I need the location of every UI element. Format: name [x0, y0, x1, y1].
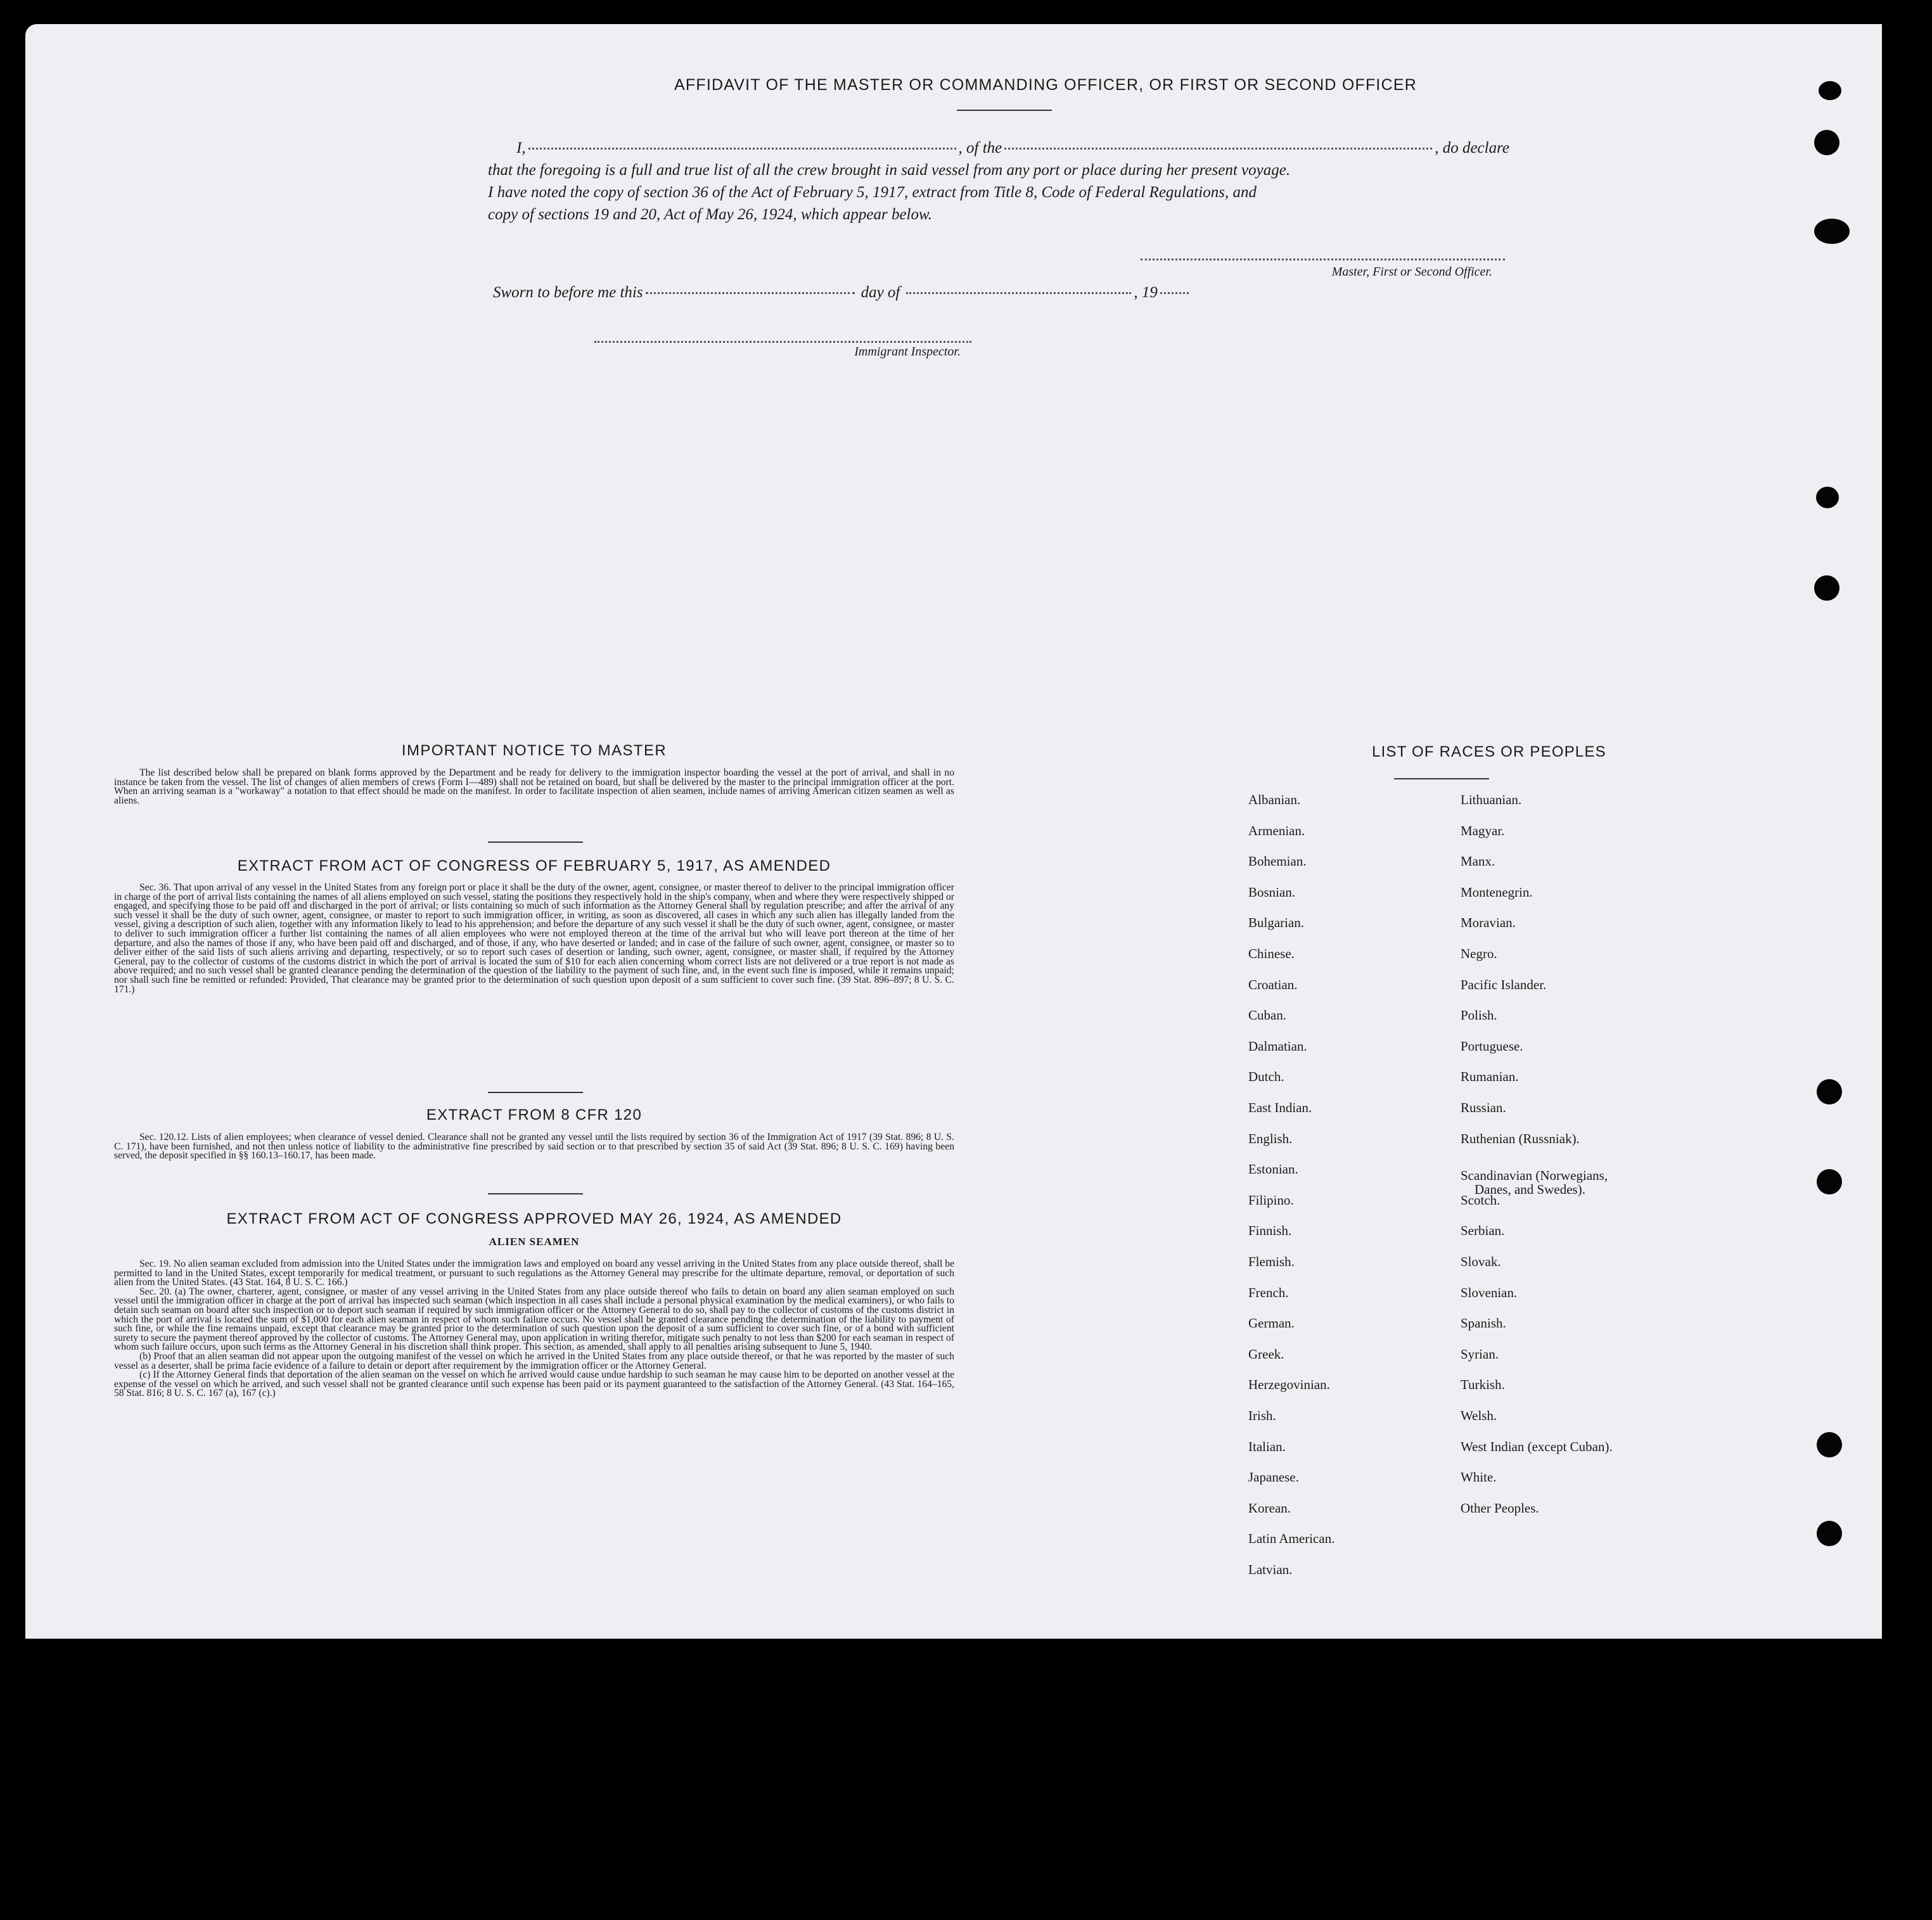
race-item: Spanish.: [1461, 1315, 1506, 1331]
race-item: Scandinavian (Norwegians,: [1461, 1168, 1608, 1184]
sec-20a: Sec. 20. (a) The owner, charterer, agent, consignee, or master of any vessel arriving in the United States from any place outside thereof who fails to detain on board any alien seaman employed on such vessel until the immigration officer in charge at the port of arrival has inspected such seaman (which inspection in all cases shall include a personal physical examination by the medical examiners), or who fails to detain such seaman on board after such inspection or to deport such seaman if required by such immigration officer or the Attorney General to do so, shall pay to the collector of customs of the customs district in which the port of arrival is located the sum of $1,000 for each alien seaman in respect of whom such failure occurs. No vessel shall be granted clearance pending the determination of the liability to payment of such fine, or while the fine remains unpaid, except that clearance may be granted prior to the determination of such question upon the deposit of a sum sufficient to cover such fine, or of a bond with sufficient surety to secure the payment thereof approved by the collector of customs. The Attorney General may, upon application in writing therefor, mitigate such penalty to not less than $200 for each seaman in respect of whom such failure occurs, upon such terms as the Attorney General in his discretion shall think proper. This section, as amended, shall apply to all penalties arising subsequent to June 5, 1940.: [114, 1286, 954, 1353]
notice-title: IMPORTANT NOTICE TO MASTER: [401, 742, 667, 759]
race-item: White.: [1461, 1469, 1497, 1485]
affidavit-line-4: copy of sections 19 and 20, Act of May 26, 1924, which appear below.: [488, 206, 933, 223]
race-item: Magyar.: [1461, 822, 1505, 838]
inspector-label: Immigrant Inspector.: [854, 345, 961, 359]
affidavit-do-declare: , do declare: [1435, 139, 1509, 157]
race-item: Filipino.: [1248, 1192, 1294, 1208]
race-item: Croatian.: [1248, 976, 1298, 992]
sworn-line: [493, 284, 1291, 302]
year-text: , 19: [1134, 284, 1158, 301]
race-item: Lithuanian.: [1461, 792, 1522, 807]
race-item: Portuguese.: [1461, 1038, 1523, 1054]
punch-hole: [1814, 219, 1850, 244]
affidavit-line-3: I have noted the copy of section 36 of the Act of February 5, 1917, extract from Title 8, Code of Federal Regulations, and: [488, 184, 1257, 201]
punch-hole: [1817, 1169, 1842, 1194]
master-signature-line[interactable]: [1141, 259, 1505, 260]
race-item: Estonian.: [1248, 1162, 1298, 1177]
race-item: Slovenian.: [1461, 1284, 1518, 1300]
race-item: Russian.: [1461, 1100, 1506, 1115]
race-item: Negro.: [1461, 946, 1497, 961]
race-item: Slovak.: [1461, 1254, 1501, 1269]
sworn-day-blank[interactable]: [646, 292, 855, 294]
race-item: Manx.: [1461, 854, 1495, 869]
race-item: Other Peoples.: [1461, 1500, 1539, 1516]
race-item: Ruthenian (Russniak).: [1461, 1130, 1580, 1146]
race-item: Latin American.: [1248, 1531, 1335, 1547]
race-item: East Indian.: [1248, 1100, 1312, 1115]
races-title: LIST OF RACES OR PEOPLES: [1372, 743, 1606, 760]
race-item: Greek.: [1248, 1346, 1284, 1362]
divider: [488, 842, 583, 843]
day-of-text: day of: [860, 284, 900, 301]
race-item: Latvian.: [1248, 1562, 1293, 1577]
extract-1924-body: [114, 1260, 954, 1398]
affidavit-line-1: [488, 137, 1509, 159]
punch-hole: [1819, 81, 1841, 100]
race-item: Turkish.: [1461, 1377, 1505, 1393]
race-item: Serbian.: [1461, 1223, 1505, 1239]
race-item: Polish.: [1461, 1008, 1497, 1023]
race-item: West Indian (except Cuban).: [1461, 1438, 1613, 1454]
punch-hole: [1814, 130, 1839, 155]
race-item: Scotch.: [1461, 1192, 1500, 1208]
race-item: Bulgarian.: [1248, 915, 1305, 931]
punch-hole: [1817, 1079, 1842, 1104]
sec-20c: (c) If the Attorney General finds that deportation of the alien seaman on the vessel on which he arrived would cause undue hardship to such seaman he may cause him to be deported on another vessel at the expense of the vessel on which he arrived, and such vessel shall not be granted clearance until such expense has been paid or its payment guaranteed to the satisfaction of the Attorney General. (43 Stat. 164–165, 58 Stat. 816; 8 U. S. C. 167 (a), 167 (c).): [114, 1369, 954, 1399]
vessel-blank[interactable]: [1004, 148, 1432, 150]
sworn-month-blank[interactable]: [906, 292, 1131, 294]
race-item: Flemish.: [1248, 1254, 1295, 1269]
race-item: Rumanian.: [1461, 1069, 1519, 1085]
race-item: Bosnian.: [1248, 884, 1296, 900]
extract-1917-title: EXTRACT FROM ACT OF CONGRESS OF FEBRUARY 5, 1917, AS AMENDED: [237, 857, 831, 874]
race-item: Finnish.: [1248, 1223, 1292, 1239]
race-item: Chinese.: [1248, 946, 1295, 961]
affidavit-i: I,: [516, 139, 526, 157]
race-item: Moravian.: [1461, 915, 1516, 931]
master-signature-label: Master, First or Second Officer.: [1331, 265, 1492, 279]
inspector-signature-line[interactable]: [594, 341, 971, 343]
extract-1924-subtitle: ALIEN SEAMEN: [489, 1236, 580, 1248]
sec-19: Sec. 19. No alien seaman excluded from admission into the United States under the immigration laws and employed on board any vessel arriving in the United States from any place outside thereof, shall be permitted to land in the United States, except temporarily for medical treatment, or pursuant to such regulations as the Attorney General may prescribe for the ultimate departure, removal, or deportation of such alien from the United States. (43 Stat. 164, 8 U. S. C. 166.): [114, 1258, 954, 1288]
affidavit-body: [488, 137, 1509, 226]
race-item: Welsh.: [1461, 1408, 1497, 1423]
races-title-rule: [1394, 778, 1489, 779]
notice-body: The list described below shall be prepared on blank forms approved by the Department and be ready for delivery to the immigration inspector boarding the vessel at the port of arrival, and shall in no instance be taken from the vessel. The list of changes of alien members of crews (Form I—489) shall not be retained on board, but shall be delivered by the master to the principal immigration officer at the port. When an arriving seaman is a "workaway" a notation to that effect should be made on the manifest. In order to facilitate inspection of alien seamen, include names of arriving American citizen seamen as well as aliens.: [114, 767, 954, 806]
race-item: French.: [1248, 1284, 1289, 1300]
document-page: [25, 24, 1882, 1639]
title-rule: [957, 110, 1052, 111]
race-item: Pacific Islander.: [1461, 976, 1547, 992]
affidavit-line-2: that the foregoing is a full and true list of all the crew brought in said vessel from any port or place during her present voyage.: [488, 162, 1291, 179]
extract-cfr-title: EXTRACT FROM 8 CFR 120: [426, 1106, 643, 1123]
divider: [488, 1193, 583, 1194]
race-item: Bohemian.: [1248, 854, 1307, 869]
race-item: Irish.: [1248, 1408, 1276, 1423]
affidavit-title: AFFIDAVIT OF THE MASTER OR COMMANDING OFFICER, OR FIRST OR SECOND OFFICER: [674, 76, 1417, 94]
race-item: Danes, and Swedes).: [1475, 1182, 1585, 1198]
race-item: Italian.: [1248, 1438, 1286, 1454]
punch-hole: [1817, 1521, 1842, 1546]
race-item: Armenian.: [1248, 822, 1305, 838]
sworn-year-blank[interactable]: [1160, 292, 1189, 294]
name-blank[interactable]: [528, 148, 956, 150]
race-item: Albanian.: [1248, 792, 1301, 807]
race-item: Japanese.: [1248, 1469, 1299, 1485]
punch-hole: [1814, 575, 1839, 601]
race-item: Syrian.: [1461, 1346, 1499, 1362]
affidavit-of-the: , of the: [958, 139, 1002, 157]
punch-hole: [1817, 1432, 1842, 1457]
race-item: English.: [1248, 1130, 1293, 1146]
extract-1924-title: EXTRACT FROM ACT OF CONGRESS APPROVED MAY 26, 1924, AS AMENDED: [226, 1210, 842, 1227]
race-item: Montenegrin.: [1461, 884, 1533, 900]
race-item: Dalmatian.: [1248, 1038, 1307, 1054]
race-item: Cuban.: [1248, 1008, 1287, 1023]
extract-1917-body: Sec. 36. That upon arrival of any vessel in the United States from any foreign port or place it shall be the duty of the owner, agent, consignee, or master thereof to deliver to the principal immigration officer in charge of the port of arrival lists containing the names of all aliens employed on such vessel, stating the positions they respectively hold in the ship's company, when and where they were respectively shipped or engaged, and specifying those to be paid off and discharged in the port of arrival; or lists containing so much of such information as the Attorney General shall by regulation prescribe; and after the arrival of any such vessel it shall be the duty of such owner, agent, consignee, or master to report to such immigration officer, in writing, as soon as discovered, all cases in which any such alien has illegally landed from the vessel, giving a description of such alien, together with any information likely to lead to his apprehension; and before the departure of any such vessel it shall be the duty of such owner, agent, consignee, or master to deliver to such immigration officer a further list containing the names of all alien employees who were not employed thereon at the time of the arrival but who will leave port thereon at the time of her departure, and also the names of those if any, who have been paid off and discharged, and of those, if any, who have deserted or landed; and in case of the failure of such owner, agent, consignee, or master so to deliver either of the said lists of such aliens arriving and departing, respectively, or so to report such cases of desertion or landing, such owner, agent, consignee, or master shall, if required by the Attorney General, pay to the collector of customs of the customs district in which the port of arrival is located the sum of $10 for each alien concerning whom correct lists are not delivered or a true report is not made as above required; and no such vessel shall be granted clearance pending the determination of the question of the liability to the payment of such fine, and, in the event such fine is imposed, while it remains unpaid; nor shall such fine be remitted or refunded: Provided, That clearance may be granted prior to the determination of such question upon deposit of a sum sufficient to cover such fine. (39 Stat. 896–897; 8 U. S. C. 171.): [114, 882, 954, 995]
punch-hole: [1816, 487, 1839, 508]
race-item: Herzegovinian.: [1248, 1377, 1330, 1393]
race-item: Korean.: [1248, 1500, 1291, 1516]
race-item: Dutch.: [1248, 1069, 1284, 1085]
sec-20b: (b) Proof that an alien seaman did not appear upon the outgoing manifest of the vessel on which he arrived in the United States from any place outside thereof, or that he was reported by the master of such vessel as a deserter, shall be prima facie evidence of a failure to detain or deport after requirement by the immigration officer or the Attorney General.: [114, 1350, 954, 1371]
race-item: German.: [1248, 1315, 1295, 1331]
divider: [488, 1092, 583, 1093]
extract-cfr-body: Sec. 120.12. Lists of alien employees; when clearance of vessel denied. Clearance shall not be granted any vessel until the lists required by section 36 of the Immigration Act of 1917 (39 Stat. 896; 8 U. S. C. 171), have been furnished, and not then unless notice of liability to the administrative fine prescribed by said section or to that prescribed by section 35 of said Act (39 Stat. 896; 8 U. S. C. 169) having been served, the deposit specified in §§ 160.13–160.17, has been made.: [114, 1132, 954, 1162]
sworn-text: Sworn to before me this: [493, 284, 643, 301]
